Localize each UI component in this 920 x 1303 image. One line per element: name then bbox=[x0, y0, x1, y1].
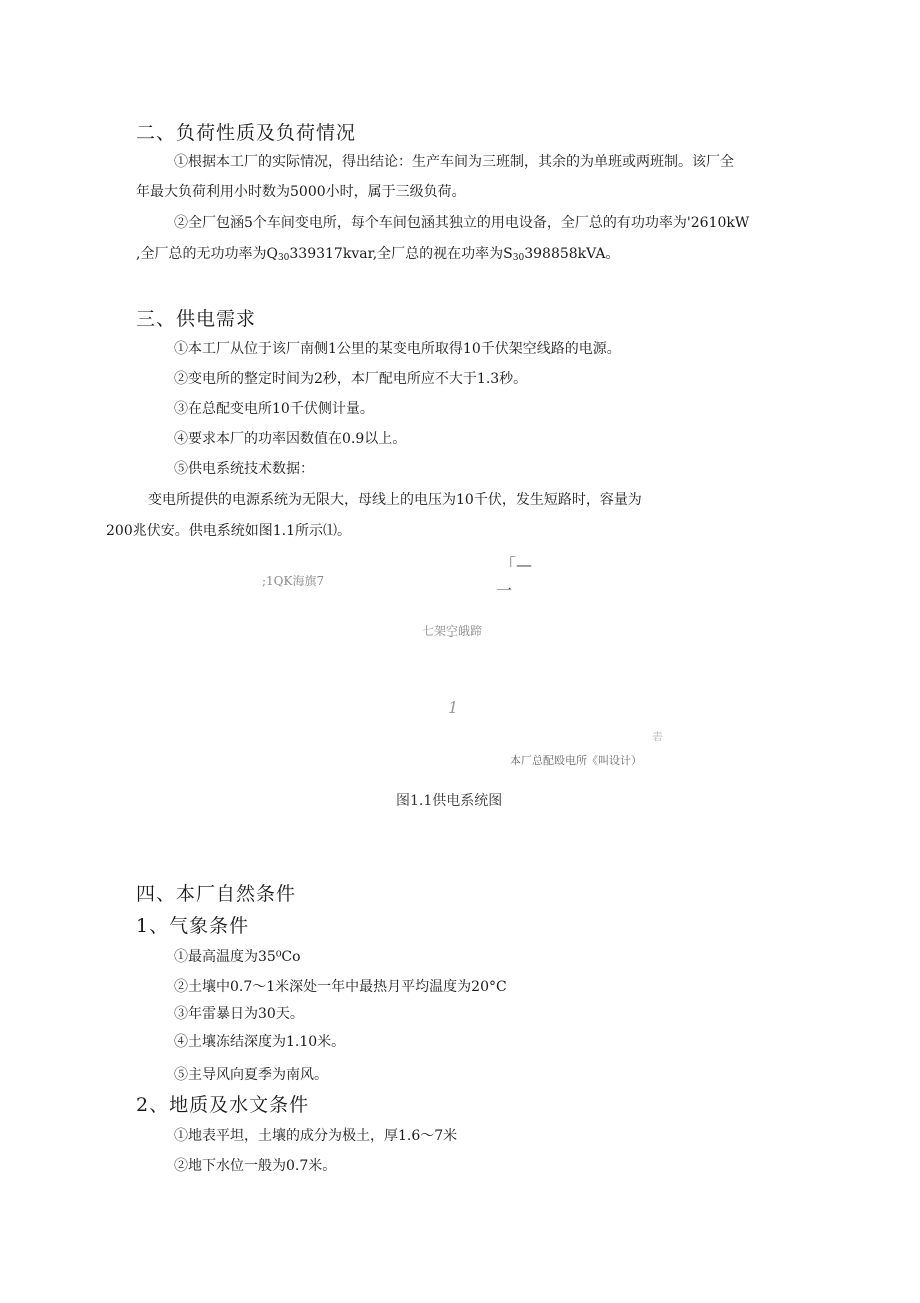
sub2-item-2: ②地下水位一般为0.7米。 bbox=[174, 1158, 337, 1174]
sub2-item-1: ①地表平坦，土壤的成分为极土，厚1.6～7米 bbox=[174, 1128, 458, 1144]
figure-caption: 图1.1供电系统图 bbox=[396, 793, 503, 809]
section3-item-3: ③在总配变电所10千伏侧计量。 bbox=[174, 401, 374, 417]
figure-label-line: 七架空皒蹄 bbox=[422, 624, 483, 638]
figure-mark-italic: 1 bbox=[448, 698, 459, 717]
section2-p1-line1: ①根据本工厂的实际情况，得出结论：生产车间为三班制，其余的为单班或两班制。该厂全 bbox=[174, 154, 734, 170]
section3-item-1: ①本工厂从位于该厂南侧1公里的某变电所取得10千伏架空线路的电源。 bbox=[174, 341, 621, 357]
figure-label-bottom: 本厂总配殴电所《叫设计） bbox=[510, 754, 642, 767]
figure-mark-right: 砉 bbox=[652, 730, 663, 743]
section3-heading: 三、供电需求 bbox=[136, 308, 257, 330]
sub1-item-2: ②土壤中0.7～1米深处一年中最热月平均温度为20°C bbox=[174, 979, 507, 995]
section2-heading: 二、负荷性质及负荷情况 bbox=[136, 122, 357, 144]
section3-item-2: ②变电所的整定时间为2秒，本厂配电所应不大于1.3秒。 bbox=[174, 371, 528, 387]
section2-p2-line1: ②全厂包涵5个车间变电所，每个车间包涵其独立的用电设备，全厂总的有功功率为'2610kW bbox=[174, 215, 750, 231]
section3-item-5: ⑤供电系统技术数据： bbox=[174, 461, 314, 477]
figure-mark-small: ˉ bbox=[448, 634, 454, 648]
section3-para-line2: 200兆伏安。供电系统如图1.1所示⑴。 bbox=[106, 523, 351, 539]
sub1-item-1: ①最高温度为35⁰Co bbox=[174, 949, 301, 965]
section4-sub2-heading: 2、地质及水文条件 bbox=[136, 1094, 310, 1116]
section4-sub1-heading: 1、气象条件 bbox=[136, 915, 250, 937]
figure-mark-top: 「— bbox=[500, 555, 533, 574]
section2-p2-line2: ,全厂总的无功功率为$Q_{30}339317kvar$,全厂总的视在功率为$S_{30}398858kVA$。 bbox=[136, 246, 620, 263]
sub1-item-4: ④土壤冻结深度为1.10米。 bbox=[174, 1034, 346, 1050]
figure-mark-top2: 一 bbox=[496, 581, 513, 600]
figure-label-left: ;1QK海旗7 bbox=[262, 574, 325, 588]
sub1-item-5: ⑤主导风向夏季为南风。 bbox=[174, 1067, 328, 1083]
section2-p1-line2: 年最大负荷利用小时数为5000小时，属于三级负荷。 bbox=[136, 184, 466, 200]
section3-item-4: ④要求本厂的功率因数值在0.9以上。 bbox=[174, 431, 407, 447]
section3-para-line1: 变电所提供的电源系统为无限大，母线上的电压为10千伏，发生短路时，容量为 bbox=[148, 492, 642, 508]
section4-heading: 四、本厂自然条件 bbox=[136, 883, 297, 905]
sub1-item-3: ③年雷暴日为30天。 bbox=[174, 1006, 304, 1022]
